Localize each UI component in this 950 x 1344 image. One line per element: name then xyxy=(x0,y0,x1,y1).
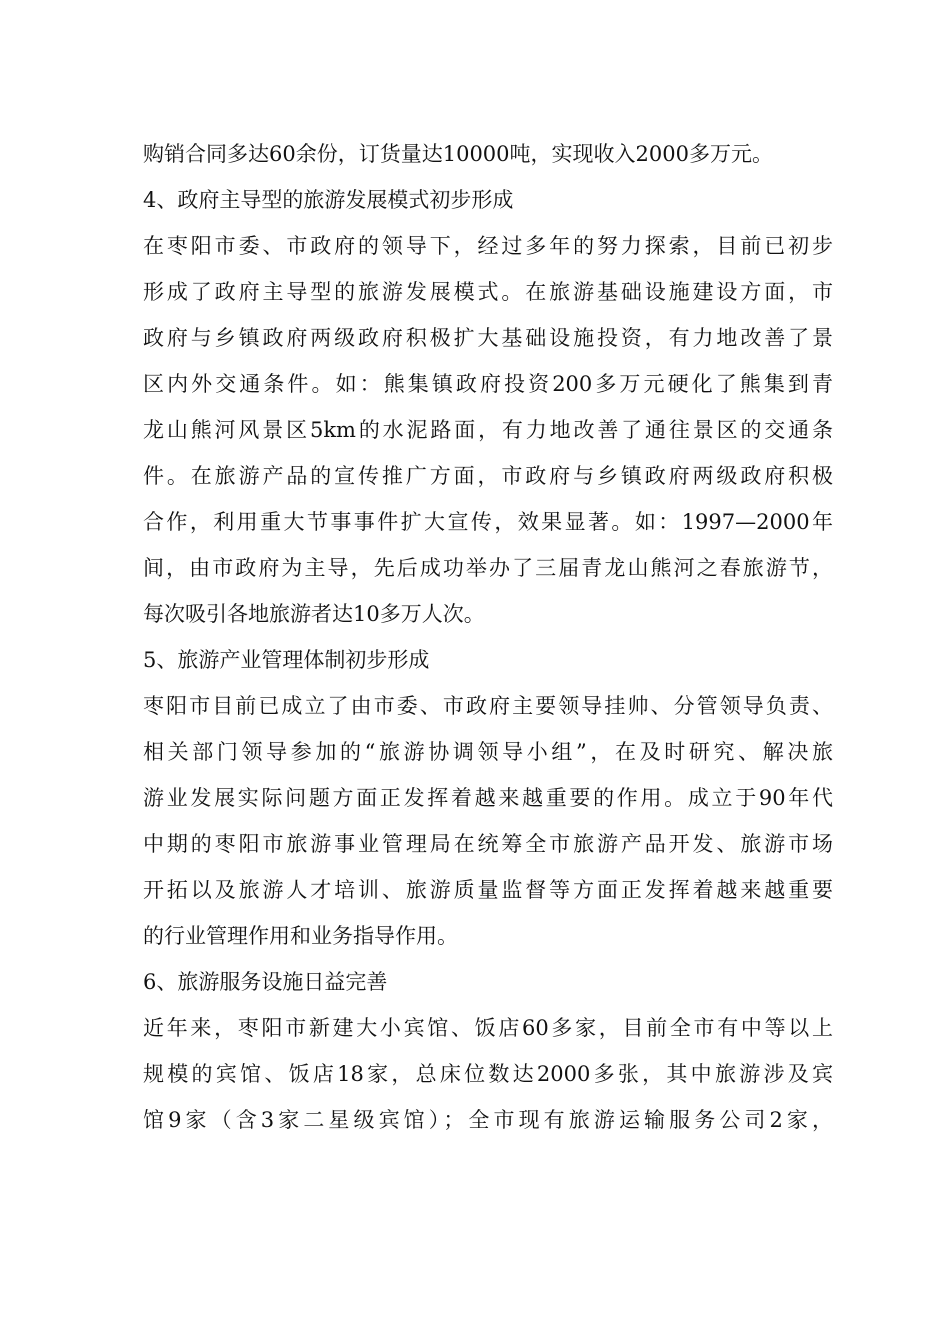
text-line: 近年来，枣阳市新建大小宾馆、饭店60多家，目前全市有中等以上 xyxy=(143,1016,833,1040)
section-heading xyxy=(143,637,833,683)
text-line: 游业发展实际问题方面正发挥着越来越重要的作用。成立于90年代 xyxy=(143,786,833,810)
heading-text: 6、旅游服务设施日益完善 xyxy=(143,970,388,994)
text-line: 规模的宾馆、饭店18家，总床位数达2000多张，其中旅游涉及宾 xyxy=(143,1062,833,1086)
text-line: 件。在旅游产品的宣传推广方面，市政府与乡镇政府两级政府积极 xyxy=(143,464,833,488)
text-line: 中期的枣阳市旅游事业管理局在统筹全市旅游产品开发、旅游市场 xyxy=(143,832,833,856)
heading-text: 4、政府主导型的旅游发展模式初步形成 xyxy=(143,188,514,212)
section-heading xyxy=(143,177,833,223)
text-line: 龙山熊河风景区5km的水泥路面，有力地改善了通往景区的交通条 xyxy=(143,418,833,442)
text-line: 的行业管理作用和业务指导作用。 xyxy=(143,924,458,948)
text-line: 政府与乡镇政府两级政府积极扩大基础设施投资，有力地改善了景 xyxy=(143,326,833,350)
heading-text: 5、旅游产业管理体制初步形成 xyxy=(143,648,430,672)
paragraph xyxy=(143,131,833,177)
text-line: 开拓以及旅游人才培训、旅游质量监督等方面正发挥着越来越重要 xyxy=(143,878,833,902)
text-line: 每次吸引各地旅游者达10多万人次。 xyxy=(143,602,485,626)
text-line: 在枣阳市委、市政府的领导下，经过多年的努力探索，目前已初步 xyxy=(143,234,833,258)
text-line: 馆9家（含3家二星级宾馆）；全市现有旅游运输服务公司2家， xyxy=(143,1108,833,1132)
paragraph xyxy=(143,683,833,959)
text-line: 形成了政府主导型的旅游发展模式。在旅游基础设施建设方面，市 xyxy=(143,280,833,304)
paragraph xyxy=(143,1005,833,1143)
paragraph xyxy=(143,223,833,637)
text-line: 间，由市政府为主导，先后成功举办了三届青龙山熊河之春旅游节， xyxy=(143,556,833,580)
text-line: 相关部门领导参加的“旅游协调领导小组”，在及时研究、解决旅 xyxy=(143,740,833,764)
text-line: 合作，利用重大节事事件扩大宣传，效果显著。如：1997—2000年 xyxy=(143,510,833,534)
text-line: 区内外交通条件。如：熊集镇政府投资200多万元硬化了熊集到青 xyxy=(143,372,833,396)
section-heading xyxy=(143,959,833,1005)
text-line: 购销合同多达60余份，订货量达10000吨，实现收入2000多万元。 xyxy=(143,142,773,166)
document-body xyxy=(143,131,833,1143)
text-line: 枣阳市目前已成立了由市委、市政府主要领导挂帅、分管领导负责、 xyxy=(143,694,833,718)
